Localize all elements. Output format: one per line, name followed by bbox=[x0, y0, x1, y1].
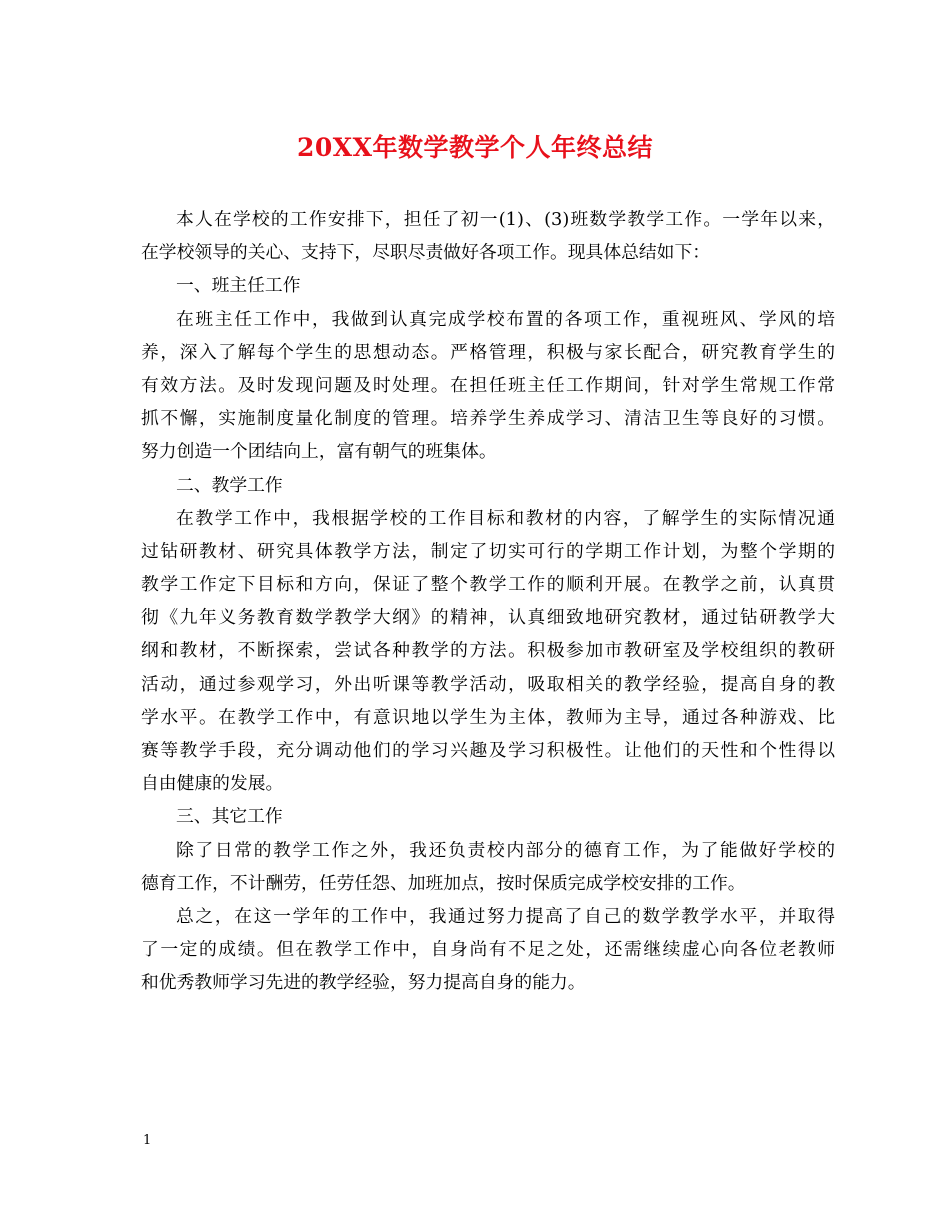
text-line: 彻《九年义务教育数学教学大纲》的精神，认真细致地研究教材，通过钻研教学大 bbox=[141, 607, 835, 629]
document-body bbox=[141, 203, 835, 1000]
text-line: 三、其它工作 bbox=[176, 806, 283, 828]
text-line: 和优秀教师学习先进的教学经验，努力提高自身的能力。 bbox=[141, 972, 586, 994]
text-line: 养，深入了解每个学生的思想动态。严格管理，积极与家长配合，研究教育学生的 bbox=[141, 341, 835, 363]
text-line: 自由健康的发展。 bbox=[141, 773, 284, 795]
text-line: 在班主任工作中，我做到认真完成学校布置的各项工作，重视班风、学风的培 bbox=[176, 308, 835, 330]
text-line: 纲和教材，不断探索，尝试各种教学的方法。积极参加市教研室及学校组织的教研 bbox=[141, 640, 835, 662]
text-line: 总之，在这一学年的工作中，我通过努力提高了自己的数学教学水平，并取得 bbox=[176, 905, 835, 927]
text-line: 有效方法。及时发现问题及时处理。在担任班主任工作期间，针对学生常规工作常 bbox=[141, 374, 835, 396]
text-line: 在教学工作中，我根据学校的工作目标和教材的内容，了解学生的实际情况通 bbox=[176, 507, 835, 529]
text-line: 努力创造一个团结向上，富有朝气的班集体。 bbox=[141, 441, 497, 463]
text-line: 本人在学校的工作安排下，担任了初一(1)、(3)班数学教学工作。一学年以来， bbox=[176, 209, 835, 230]
text-line: 了一定的成绩。但在教学工作中，自身尚有不足之处，还需继续虚心向各位老教师 bbox=[141, 939, 835, 961]
text-line: 一、班主任工作 bbox=[176, 275, 301, 297]
text-line: 学水平。在教学工作中，有意识地以学生为主体，教师为主导，通过各种游戏、比 bbox=[141, 706, 835, 728]
text-line: 教学工作定下目标和方向，保证了整个教学工作的顺利开展。在教学之前，认真贯 bbox=[141, 574, 835, 596]
text-line: 在学校领导的关心、支持下，尽职尽责做好各项工作。现具体总结如下： bbox=[141, 242, 711, 264]
text-line: 二、教学工作 bbox=[176, 474, 283, 496]
page-title: 20XX年数学教学个人年终总结 bbox=[296, 133, 654, 162]
text-line: 过钻研教材、研究具体教学方法，制定了切实可行的学期工作计划，为整个学期的 bbox=[141, 540, 835, 562]
text-line: 抓不懈，实施制度量化制度的管理。培养学生养成学习、清洁卫生等良好的习惯。 bbox=[141, 408, 835, 430]
text-line: 除了日常的教学工作之外，我还负责校内部分的德育工作，为了能做好学校的 bbox=[176, 839, 835, 861]
text-line: 德育工作，不计酬劳，任劳任怨、加班加点，按时保质完成学校安排的工作。 bbox=[141, 872, 746, 894]
page-number: 1 bbox=[143, 1133, 152, 1148]
text-line: 赛等教学手段，充分调动他们的学习兴趣及学习积极性。让他们的天性和个性得以 bbox=[141, 740, 835, 761]
text-line: 活动，通过参观学习，外出听课等教学活动，吸取相关的教学经验，提高自身的教 bbox=[141, 673, 835, 695]
